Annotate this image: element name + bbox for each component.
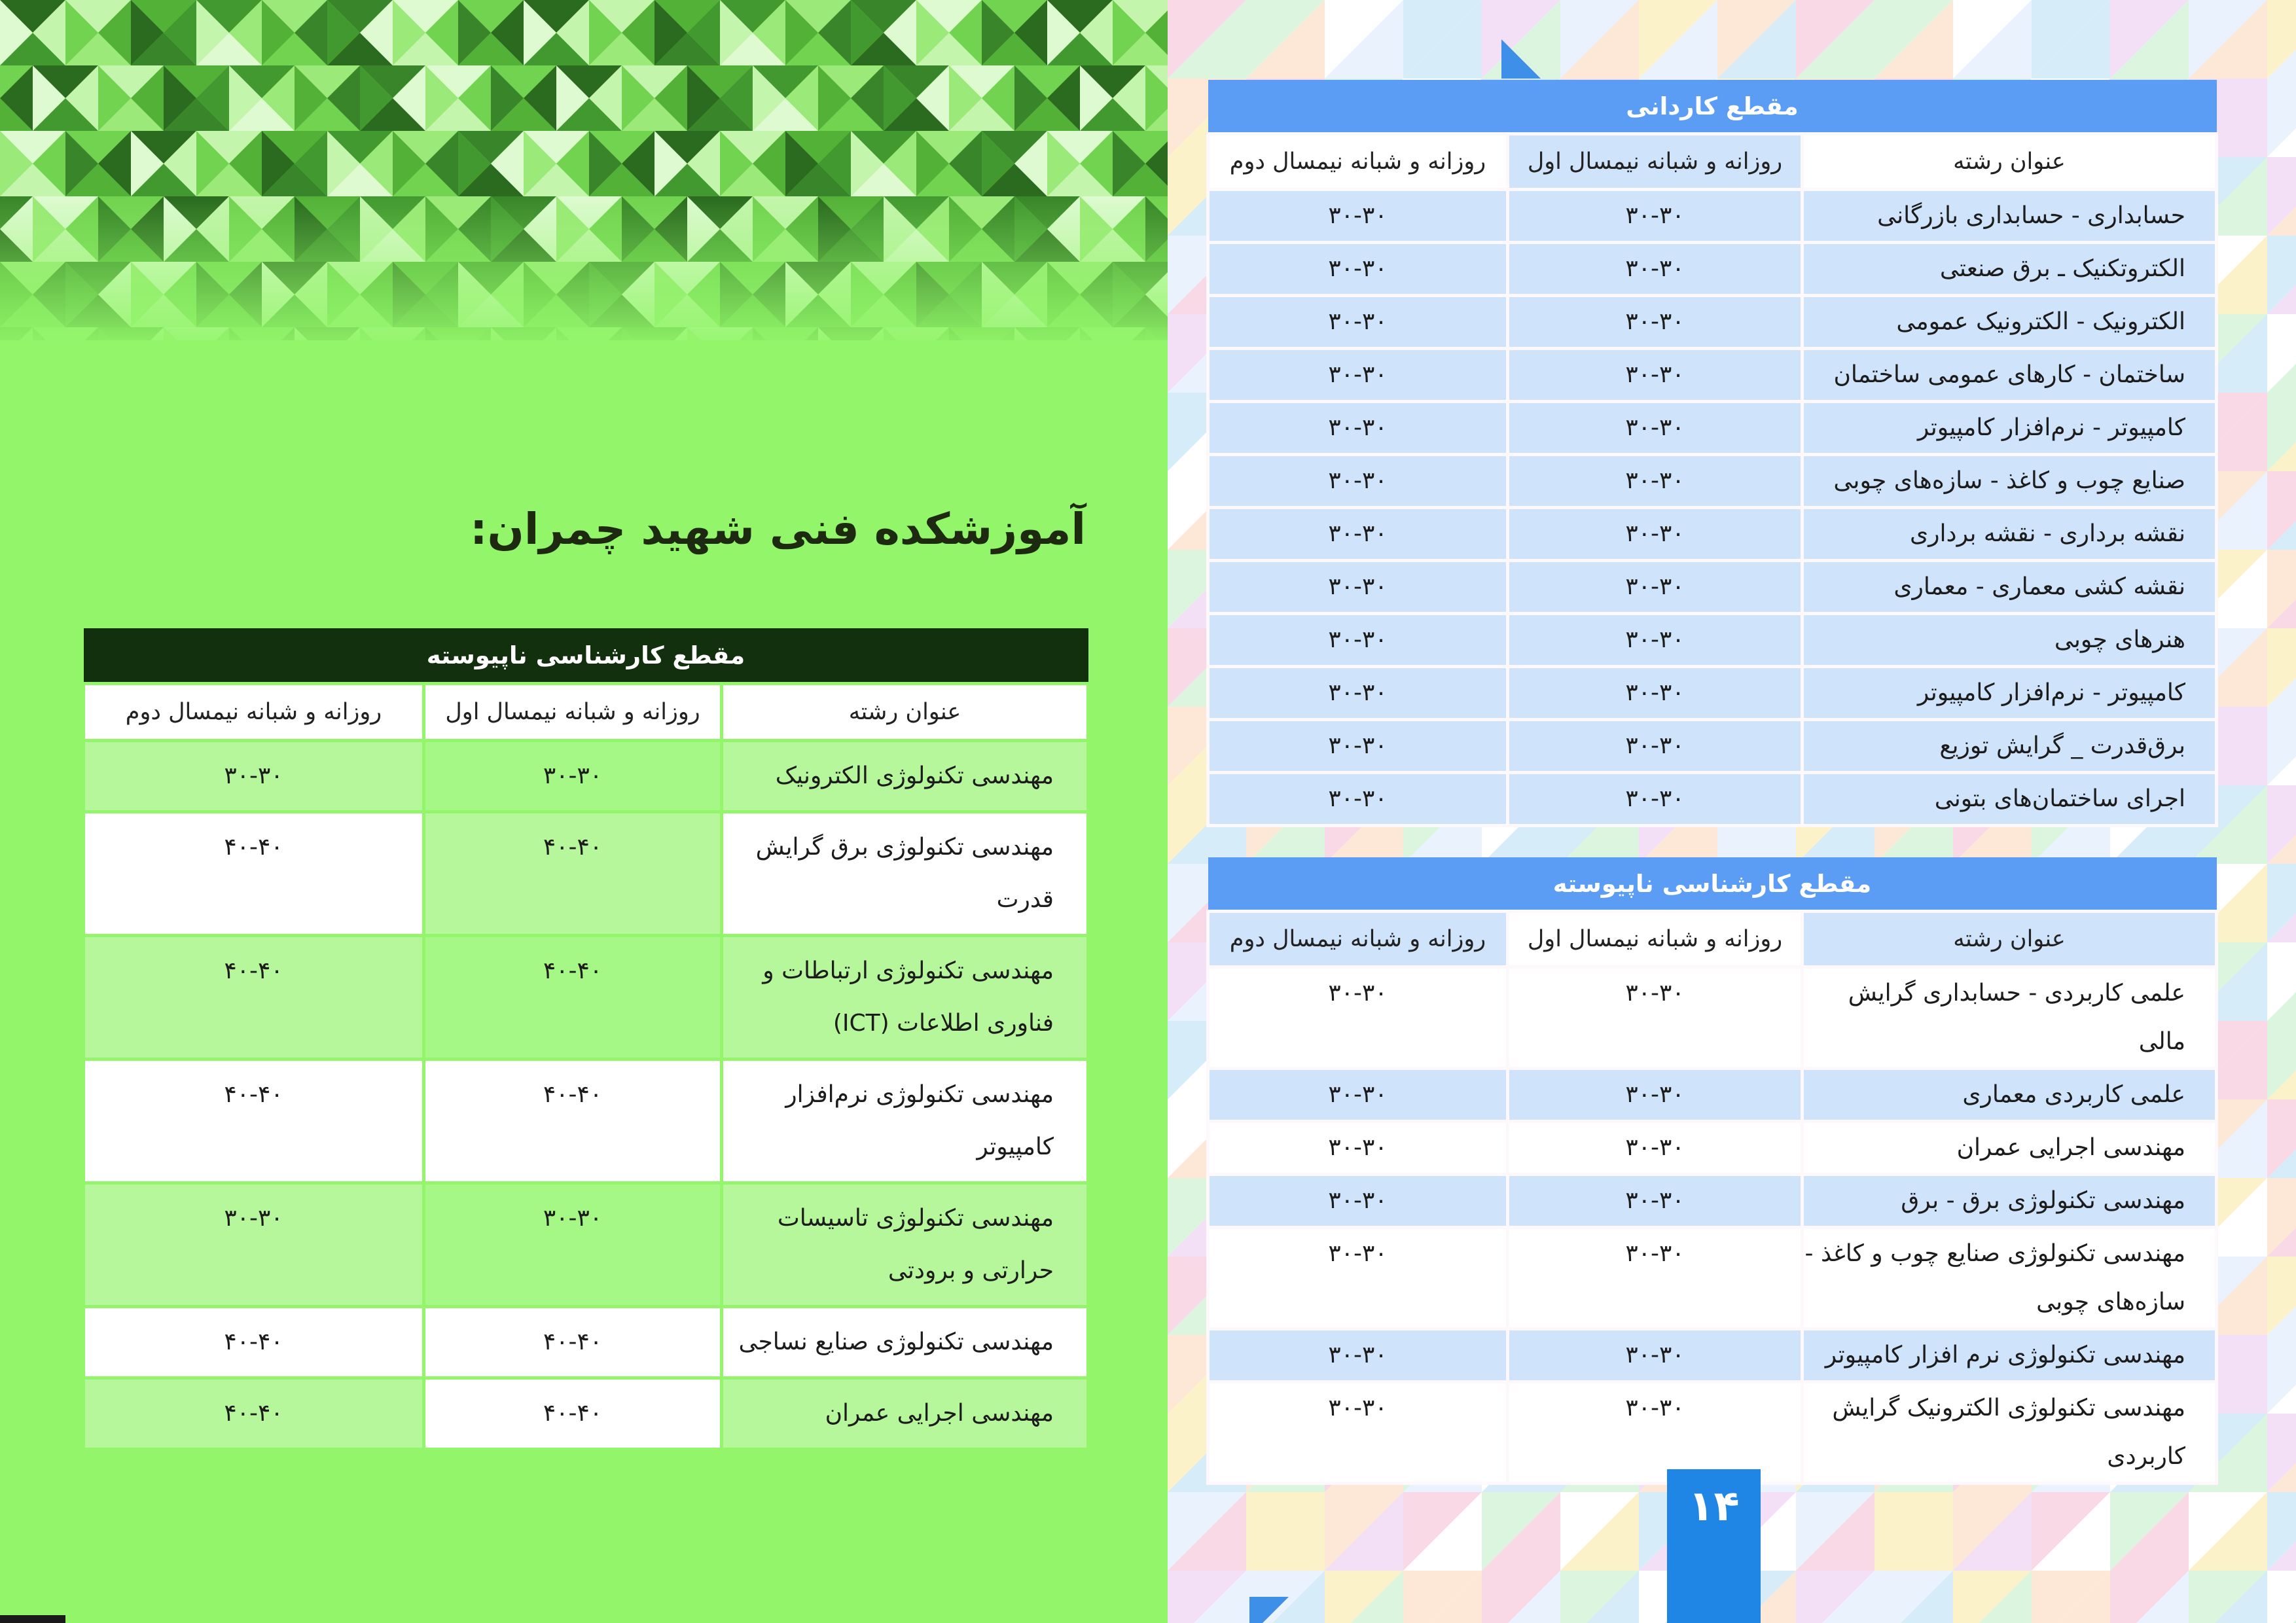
first-semester-capacity: ۳۰-۳۰ [1508,349,1803,402]
program-name: مهندسی تکنولوژی الکترونیک گرایش کاربردی [1803,1382,2217,1484]
second-semester-capacity: ۳۰-۳۰ [1208,296,1508,349]
table-row [1208,561,2217,614]
program-name: علمی کاربردی - حسابداری گرایش مالی [1803,967,2217,1069]
first-semester-capacity: ۴۰-۴۰ [424,1378,722,1450]
second-semester-capacity: ۳۰-۳۰ [1208,190,1508,243]
first-semester-capacity: ۴۰-۴۰ [424,1307,722,1378]
second-semester-capacity: ۳۰-۳۰ [1208,1069,1508,1122]
footer-stamp [0,1615,65,1623]
program-name: نقشه برداری - نقشه برداری [1803,508,2217,561]
second-semester-capacity: ۳۰-۳۰ [1208,1175,1508,1228]
second-semester-capacity: ۴۰-۴۰ [84,812,424,936]
right-table-bachelor [1206,857,2218,1485]
first-semester-capacity: ۳۰-۳۰ [1508,1175,1803,1228]
table-row [1208,614,2217,667]
program-name: مهندسی تکنولوژی نرم‌افزار کامپیوتر [722,1060,1088,1183]
table-row [84,1060,1088,1183]
table-row [84,936,1088,1060]
table-row [1208,296,2217,349]
first-semester-capacity: ۳۰-۳۰ [1508,243,1803,296]
second-semester-capacity: ۳۰-۳۰ [1208,667,1508,720]
second-semester-capacity: ۳۰-۳۰ [1208,720,1508,773]
table-row [1208,402,2217,455]
first-semester-capacity: ۳۰-۳۰ [1508,720,1803,773]
pattern-tile [2267,1571,2296,1623]
program-name: اجرای ساختمان‌های بتونی [1803,773,2217,826]
col-header-first: روزانه و شبانه نیمسال اول [1508,912,1803,967]
first-semester-capacity: ۳۰-۳۰ [1508,561,1803,614]
table-row [1208,667,2217,720]
first-semester-capacity: ۴۰-۴۰ [424,812,722,936]
first-semester-capacity: ۴۰-۴۰ [424,936,722,1060]
table-row [84,741,1088,812]
second-semester-capacity: ۳۰-۳۰ [1208,561,1508,614]
second-semester-capacity: ۳۰-۳۰ [1208,455,1508,508]
table-row [84,812,1088,936]
pattern-fade [0,196,1168,353]
table-row [84,1307,1088,1378]
program-name: هنرهای چوبی [1803,614,2217,667]
program-name: مهندسی تکنولوژی نرم افزار کامپیوتر [1803,1329,2217,1382]
first-semester-capacity: ۳۰-۳۰ [1508,508,1803,561]
table-banner: مقطع کارشناسی ناپیوسته [1208,857,2217,912]
left-table [82,628,1090,1451]
second-semester-capacity: ۳۰-۳۰ [84,1183,424,1307]
program-name: مهندسی تکنولوژی الکترونیک [722,741,1088,812]
first-semester-capacity: ۳۰-۳۰ [1508,1069,1803,1122]
second-semester-capacity: ۳۰-۳۰ [84,741,424,812]
first-semester-capacity: ۳۰-۳۰ [1508,614,1803,667]
table-row [1208,773,2217,826]
col-header-second: روزانه و شبانه نیمسال دوم [1208,134,1508,190]
table-row [84,1378,1088,1450]
program-name: علمی کاربردی معماری [1803,1069,2217,1122]
first-semester-capacity: ۳۰-۳۰ [1508,296,1803,349]
table-banner: مقطع کارشناسی ناپیوسته [84,628,1088,684]
table-row [1208,1228,2217,1329]
program-name: مهندسی تکنولوژی صنایع چوب و کاغذ - سازه‌های چوبی [1803,1228,2217,1329]
second-semester-capacity: ۳۰-۳۰ [1208,614,1508,667]
second-semester-capacity: ۳۰-۳۰ [1208,967,1508,1069]
col-header-title: عنوان رشته [1803,134,2217,190]
first-semester-capacity: ۴۰-۴۰ [424,1060,722,1183]
table-row [1208,508,2217,561]
first-semester-capacity: ۳۰-۳۰ [1508,1329,1803,1382]
table-row [1208,1069,2217,1122]
right-table-associate [1206,80,2218,827]
table-row [1208,1382,2217,1484]
second-semester-capacity: ۳۰-۳۰ [1208,1382,1508,1484]
second-semester-capacity: ۳۰-۳۰ [1208,508,1508,561]
second-semester-capacity: ۴۰-۴۰ [84,1307,424,1378]
table-row [1208,243,2217,296]
program-name: نقشه کشی معماری - معماری [1803,561,2217,614]
program-name: ساختمان - کارهای عمومی ساختمان [1803,349,2217,402]
second-semester-capacity: ۳۰-۳۰ [1208,1228,1508,1329]
second-semester-capacity: ۳۰-۳۰ [1208,1122,1508,1175]
col-header-second: روزانه و شبانه نیمسال دوم [84,684,424,741]
page-title: آموزشکده فنی شهید چمران: [470,504,1086,554]
first-semester-capacity: ۳۰-۳۰ [1508,190,1803,243]
first-semester-capacity: ۳۰-۳۰ [1508,773,1803,826]
program-name: مهندسی تکنولوژی ارتباطات و فناوری اطلاعات (ICT) [722,936,1088,1060]
program-name: مهندسی تکنولوژی برق - برق [1803,1175,2217,1228]
program-name: مهندسی تکنولوژی برق گرایش قدرت [722,812,1088,936]
first-semester-capacity: ۳۰-۳۰ [424,741,722,812]
program-name: برق‌قدرت _ گرایش توزیع [1803,720,2217,773]
program-name: صنایع چوب و کاغذ - سازه‌های چوبی [1803,455,2217,508]
second-semester-capacity: ۳۰-۳۰ [1208,773,1508,826]
program-name: الکترونیک - الکترونیک عمومی [1803,296,2217,349]
first-semester-capacity: ۳۰-۳۰ [1508,402,1803,455]
table-row [1208,967,2217,1069]
second-semester-capacity: ۳۰-۳۰ [1208,349,1508,402]
col-header-second: روزانه و شبانه نیمسال دوم [1208,912,1508,967]
second-semester-capacity: ۴۰-۴۰ [84,1060,424,1183]
table-row [1208,349,2217,402]
first-semester-capacity: ۳۰-۳۰ [1508,1122,1803,1175]
col-header-first: روزانه و شبانه نیمسال اول [424,684,722,741]
page-number: ۱۴ [1688,1482,1740,1531]
table-row [1208,1175,2217,1228]
program-name: مهندسی اجرایی عمران [722,1378,1088,1450]
second-semester-capacity: ۳۰-۳۰ [1208,243,1508,296]
col-header-title: عنوان رشته [722,684,1088,741]
first-semester-capacity: ۳۰-۳۰ [1508,1228,1803,1329]
program-name: کامپیوتر - نرم‌افزار کامپیوتر [1803,667,2217,720]
table-row [1208,190,2217,243]
first-semester-capacity: ۳۰-۳۰ [1508,667,1803,720]
second-semester-capacity: ۴۰-۴۰ [84,1378,424,1450]
col-header-first: روزانه و شبانه نیمسال اول [1508,134,1803,190]
program-name: مهندسی تکنولوژی صنایع نساجی [722,1307,1088,1378]
first-semester-capacity: ۳۰-۳۰ [1508,455,1803,508]
table-row [84,1183,1088,1307]
table-row [1208,1329,2217,1382]
table-banner: مقطع کاردانی [1208,80,2217,134]
table-row [1208,1122,2217,1175]
program-name: حسابداری - حسابداری بازرگانی [1803,190,2217,243]
second-semester-capacity: ۳۰-۳۰ [1208,1329,1508,1382]
col-header-title: عنوان رشته [1803,912,2217,967]
program-name: مهندسی اجرایی عمران [1803,1122,2217,1175]
right-page [1168,0,2296,1623]
table-row [1208,455,2217,508]
first-semester-capacity: ۳۰-۳۰ [1508,1382,1803,1484]
first-semester-capacity: ۳۰-۳۰ [424,1183,722,1307]
second-semester-capacity: ۴۰-۴۰ [84,936,424,1060]
second-semester-capacity: ۳۰-۳۰ [1208,402,1508,455]
program-name: مهندسی تکنولوژی تاسیسات حرارتی و برودتی [722,1183,1088,1307]
page-number-box [1667,1469,1761,1623]
program-name: کامپیوتر - نرم‌افزار کامپیوتر [1803,402,2217,455]
first-semester-capacity: ۳۰-۳۰ [1508,967,1803,1069]
table-row [1208,720,2217,773]
program-name: الکتروتکنیک ـ برق صنعتی [1803,243,2217,296]
